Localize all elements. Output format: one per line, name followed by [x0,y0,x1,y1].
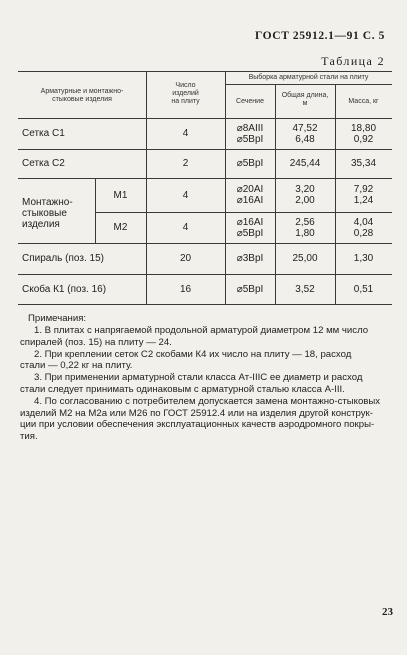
header-section: Сечение [236,98,264,105]
header-length: Общая длина, м [281,92,329,107]
header-count: Число изделий на плиту [171,82,200,105]
row-k1-length: 3,52 [295,284,315,295]
row-m2-lengths: 2,56 1,80 [295,217,315,239]
note-line: 2. При креплении сеток С2 скобами К4 их число на плиту — 18, расход [34,348,352,360]
row-c2-mass: 35,34 [350,158,377,169]
row-m1-name: М1 [113,190,128,201]
document-header: ГОСТ 25912.1—91 С. 5 [254,30,385,42]
row-k1-mass: 0,51 [353,284,374,295]
row-m1-count: 4 [182,190,189,201]
note-line: стали — 0,22 кг на плиту. [20,360,133,372]
row-spiral-mass: 1,30 [353,253,374,264]
header-steel-group: Выборка арматурной стали на плиту [248,74,369,81]
note-line: тия. [20,431,38,443]
note-line: изделий М2 на М2а или М26 по ГОСТ 25912.4 или на изделия другой конструк- [20,407,373,419]
row-c2-name: Сетка С2 [22,158,65,169]
note-line: ции при условии обеспечения эксплуатационных качеств аэродромного покры- [20,419,375,431]
row-m2-masses: 4,04 0,28 [353,217,374,239]
row-m1-lengths: 3,20 2,00 [295,184,315,206]
table-title: Таблица 2 [321,54,385,68]
row-c1-count: 4 [182,128,189,139]
row-k1-section: ⌀5ВрI [236,284,264,295]
row-c1-name: Сетка С1 [22,128,65,139]
note-line: спиралей (поз. 15) на плиту — 24. [20,336,172,348]
row-c2-section: ⌀5ВрI [236,158,264,169]
row-spiral-length: 25,00 [292,253,318,264]
note-line: 3. При применении арматурной стали класса Ат-IIIС ее диаметр и расход [34,372,363,384]
header-mass: Масса, кг [348,98,379,105]
row-m1-masses: 7,92 1,24 [353,184,374,206]
row-c1-lengths: 47,52 6,48 [292,123,318,145]
row-spiral-name: Спираль (поз. 15) [22,253,104,264]
note-line: стали следует принимать одинаковым с арматурной сталью класса А-III. [20,383,345,395]
row-m1-sections: ⌀20АI ⌀16АI [236,184,264,206]
page-number: 23 [382,606,393,618]
row-k1-count: 16 [179,284,192,295]
row-k1-name: Скоба К1 (поз. 16) [22,284,107,295]
note-line: 4. По согласованию с потребителем допускается замена монтажно-стыковых [34,395,381,407]
row-m2-sections: ⌀16АI ⌀5ВрI [236,217,264,239]
row-spiral-section: ⌀3ВрI [236,253,264,264]
row-c2-length: 245,44 [289,158,321,169]
note-line: 1. В плитах с напрягаемой продольной арматурой диаметром 12 мм число [34,325,369,336]
notes-title: Примечания: [28,313,87,324]
row-m2-count: 4 [182,222,189,233]
row-c1-sections: ⌀8АIII ⌀5ВрI [236,123,264,145]
notes-body [20,325,392,443]
row-c2-count: 2 [182,158,189,169]
header-name: Арматурные и монтажно- стыковые изделия [40,88,124,103]
row-c1-masses: 18,80 0,92 [350,123,377,145]
row-spiral-count: 20 [179,253,192,264]
row-mont-group-name: Монтажно- стыковые изделия [22,197,73,230]
row-m2-name: М2 [113,222,128,233]
